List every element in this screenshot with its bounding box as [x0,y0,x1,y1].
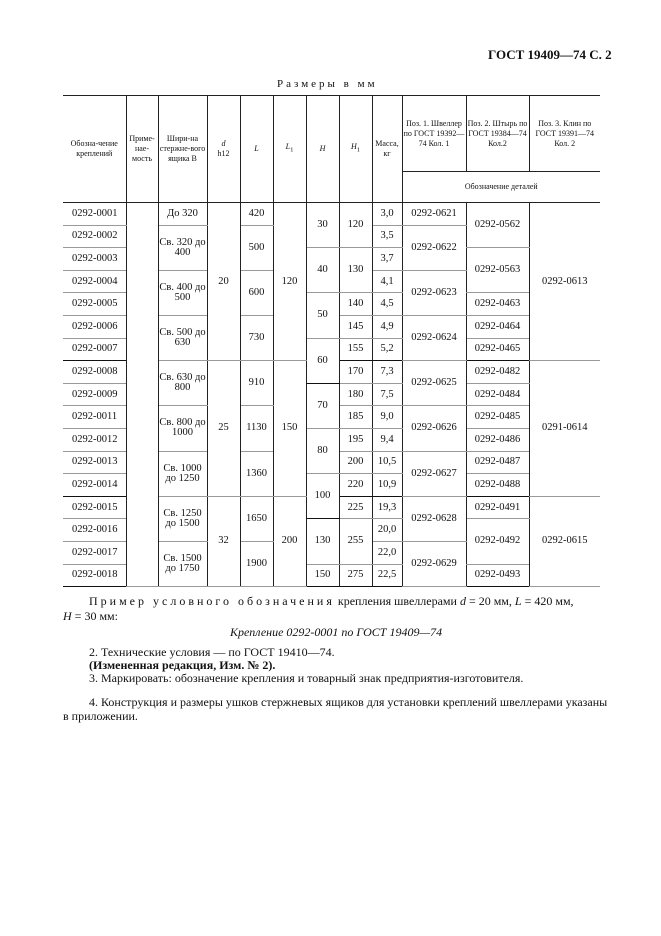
table-cell-H1: 195 [339,428,372,451]
table-cell-mass: 3,0 [372,203,402,226]
table-cell-pos1: 0292-0628 [402,496,466,541]
table-cell-pos3: 0292-0615 [529,496,600,586]
table-cell-code: 0292-0016 [63,519,126,542]
table-cell-pos2: 0292-0485 [466,406,529,429]
table-cell-L: 420 [240,203,273,226]
table-cell-L: 1900 [240,541,273,586]
table-cell-pos1: 0292-0622 [402,225,466,270]
example-designation: Крепление 0292-0001 по ГОСТ 19409—74 [230,625,443,639]
table-cell-mass: 4,5 [372,293,402,316]
table-cell-code: 0292-0003 [63,248,126,271]
dimensions-table [63,95,600,587]
table-cell-width: Св. 1500 до 1750 [158,541,207,586]
example-text-3: = 420 мм, [521,594,574,608]
table-cell-L: 1650 [240,496,273,541]
paragraph-2: 2. Технические условия — по ГОСТ 19410—74. [89,645,335,659]
table-cell-H: 60 [306,338,339,383]
table-cell-H: 80 [306,428,339,473]
table-cell-H: 40 [306,248,339,293]
table-cell-code: 0292-0017 [63,541,126,564]
table-cell-d: 25 [207,361,240,497]
col-H1-symbol: H [350,142,357,152]
col-L1-subscript: 1 [290,146,294,154]
table-cell-pos2: 0292-0562 [466,203,529,248]
table-cell-mass: 4,9 [372,315,402,338]
table-cell-width: Св. 630 до 800 [158,361,207,406]
table-cell-mass: 19,3 [372,496,402,519]
col-L1 [273,96,306,203]
table-cell-H1: 140 [339,293,372,316]
table-cell-H: 100 [306,474,339,519]
table-cell-code: 0292-0009 [63,383,126,406]
table-cell-pos2: 0292-0464 [466,315,529,338]
table-cell-pos1: 0292-0629 [402,541,466,586]
example-paragraph-line2 [63,609,118,624]
table-cell-width: Св. 400 до 500 [158,270,207,315]
table-cell-H1: 220 [339,474,372,497]
paragraph-2-revision: (Измененная редакция, Изм. № 2). [89,658,276,672]
col-pos1: Поз. 1. Швеллер по ГОСТ 19392—74 Кол. 1 [402,96,466,172]
table-cell-mass: 7,5 [372,383,402,406]
table-cell-pos2: 0292-0493 [466,564,529,587]
table-cell-pos2: 0292-0563 [466,248,529,293]
table-cell-note [126,203,158,587]
col-H1-subscript: 1 [356,146,361,154]
col-d [207,96,240,203]
page-header: ГОСТ 19409—74 С. 2 [488,47,612,62]
table-cell-L: 500 [240,225,273,270]
table-cell-d: 20 [207,203,240,361]
table-cell-width: Св. 1250 до 1500 [158,496,207,541]
col-mass: Масса, кг [372,96,402,203]
table-cell-H: 70 [306,383,339,428]
table-cell-pos1: 0292-0623 [402,270,466,315]
table-cell-pos3: 0292-0613 [529,203,600,361]
col-H-symbol: H [319,144,326,153]
table-cell-L1: 200 [273,496,306,586]
table-cell-pos2: 0292-0486 [466,428,529,451]
col-pos2: Поз. 2. Штырь по ГОСТ 19384—74 Кол.2 [466,96,529,172]
table-cell-mass: 10,9 [372,474,402,497]
table-cell-L: 1360 [240,451,273,496]
example-paragraph [63,594,603,608]
table-cell-H1: 275 [339,564,372,587]
table-cell-mass: 10,5 [372,451,402,474]
table-cell-L1: 150 [273,361,306,497]
example-var-d: d [459,594,466,608]
table-cell-H: 50 [306,293,339,338]
table-cell-mass: 22,5 [372,564,402,587]
col-L [240,96,273,203]
table-cell-mass: 4,1 [372,270,402,293]
table-cell-code: 0292-0001 [63,203,126,226]
table-cell-pos1: 0292-0624 [402,315,466,360]
paragraph-4-text: 4. Конструкция и размеры ушков стержневых ящиков для установки креплений швеллерами указаны в приложении. [63,695,608,723]
table-cell-mass: 22,0 [372,541,402,564]
example-text-1: крепления швеллерами [334,594,460,608]
table-cell-code: 0292-0015 [63,496,126,519]
table-cell-width: Св. 1000 до 1250 [158,451,207,496]
col-d-tolerance: h12 [217,149,230,158]
col-note: Приме-нае-мость [126,96,158,203]
table-cell-width: Св. 800 до 1000 [158,406,207,451]
table-cell-code: 0292-0006 [63,315,126,338]
table-cell-L: 1130 [240,406,273,451]
col-L1-symbol: L [285,142,291,152]
table-cell-pos2: 0292-0463 [466,293,529,316]
table-cell-mass: 9,4 [372,428,402,451]
example-text-2: = 20 мм, [465,594,515,608]
table-cell-pos2: 0292-0487 [466,451,529,474]
table-subtitle: Размеры в мм [277,78,378,90]
table-cell-width: Св. 500 до 630 [158,315,207,360]
table-cell-H1: 185 [339,406,372,429]
table-cell-pos2: 0292-0484 [466,383,529,406]
col-L-symbol: L [254,144,259,153]
col-H [306,96,339,203]
example-var-H: H [63,609,72,623]
paragraph-3: 3. Маркировать: обозначение крепления и товарный знак предприятия-изготовителя. [89,671,524,685]
table-cell-pos1: 0292-0626 [402,406,466,451]
table-cell-code: 0292-0005 [63,293,126,316]
table-cell-pos2: 0292-0482 [466,361,529,384]
table-cell-mass: 20,0 [372,519,402,542]
table-cell-pos2: 0292-0488 [466,474,529,497]
table-cell-pos2: 0292-0492 [466,519,529,564]
table-cell-code: 0292-0012 [63,428,126,451]
table-cell-width: Св. 320 до 400 [158,225,207,270]
table-cell-code: 0292-0007 [63,338,126,361]
table-cell-code: 0292-0004 [63,270,126,293]
paragraph-4 [63,695,608,723]
table-cell-mass: 3,5 [372,225,402,248]
table-cell-L: 600 [240,270,273,315]
table-cell-H1: 170 [339,361,372,384]
table-cell-pos2: 0292-0465 [466,338,529,361]
table-cell-H1: 120 [339,203,372,248]
table-cell-H: 150 [306,564,339,587]
table-cell-width: До 320 [158,203,207,226]
example-lead: Пример условного обозначения [89,594,335,608]
table-cell-H1: 200 [339,451,372,474]
col-H1 [339,96,372,203]
table-cell-H1: 255 [339,519,372,564]
table-cell-H1: 130 [339,248,372,293]
table-cell-code: 0292-0011 [63,406,126,429]
table-cell-H1: 155 [339,338,372,361]
table-cell-code: 0292-0008 [63,361,126,384]
example-var-L: L [514,594,522,608]
table-cell-code: 0292-0018 [63,564,126,587]
table-cell-pos1: 0292-0621 [402,203,466,226]
table-cell-code: 0292-0014 [63,474,126,497]
col-designation: Обозна-чение креплений [63,96,126,203]
table-cell-H1: 180 [339,383,372,406]
table-cell-mass: 3,7 [372,248,402,271]
table-cell-H: 130 [306,519,339,564]
table-cell-pos1: 0292-0625 [402,361,466,406]
parts-designation-header: Обозначение деталей [402,172,600,203]
col-d-symbol: d [221,139,226,148]
table-cell-H: 30 [306,203,339,248]
col-width: Шири-на стержне-вого ящика В [158,96,207,203]
table-cell-pos2: 0292-0491 [466,496,529,519]
table-cell-H1: 145 [339,315,372,338]
example-text-4: = 30 мм: [71,609,118,623]
table-cell-mass: 9,0 [372,406,402,429]
table-cell-mass: 7,3 [372,361,402,384]
table-cell-code: 0292-0013 [63,451,126,474]
table-cell-L1: 120 [273,203,306,361]
table-cell-H1: 225 [339,496,372,519]
table-cell-mass: 5,2 [372,338,402,361]
table-cell-pos3: 0291-0614 [529,361,600,497]
table-cell-d: 32 [207,496,240,586]
table-cell-code: 0292-0002 [63,225,126,248]
col-pos3: Поз. 3. Клин по ГОСТ 19391—74 Кол. 2 [529,96,600,172]
table-cell-pos1: 0292-0627 [402,451,466,496]
table-cell-L: 910 [240,361,273,406]
table-cell-L: 730 [240,315,273,360]
